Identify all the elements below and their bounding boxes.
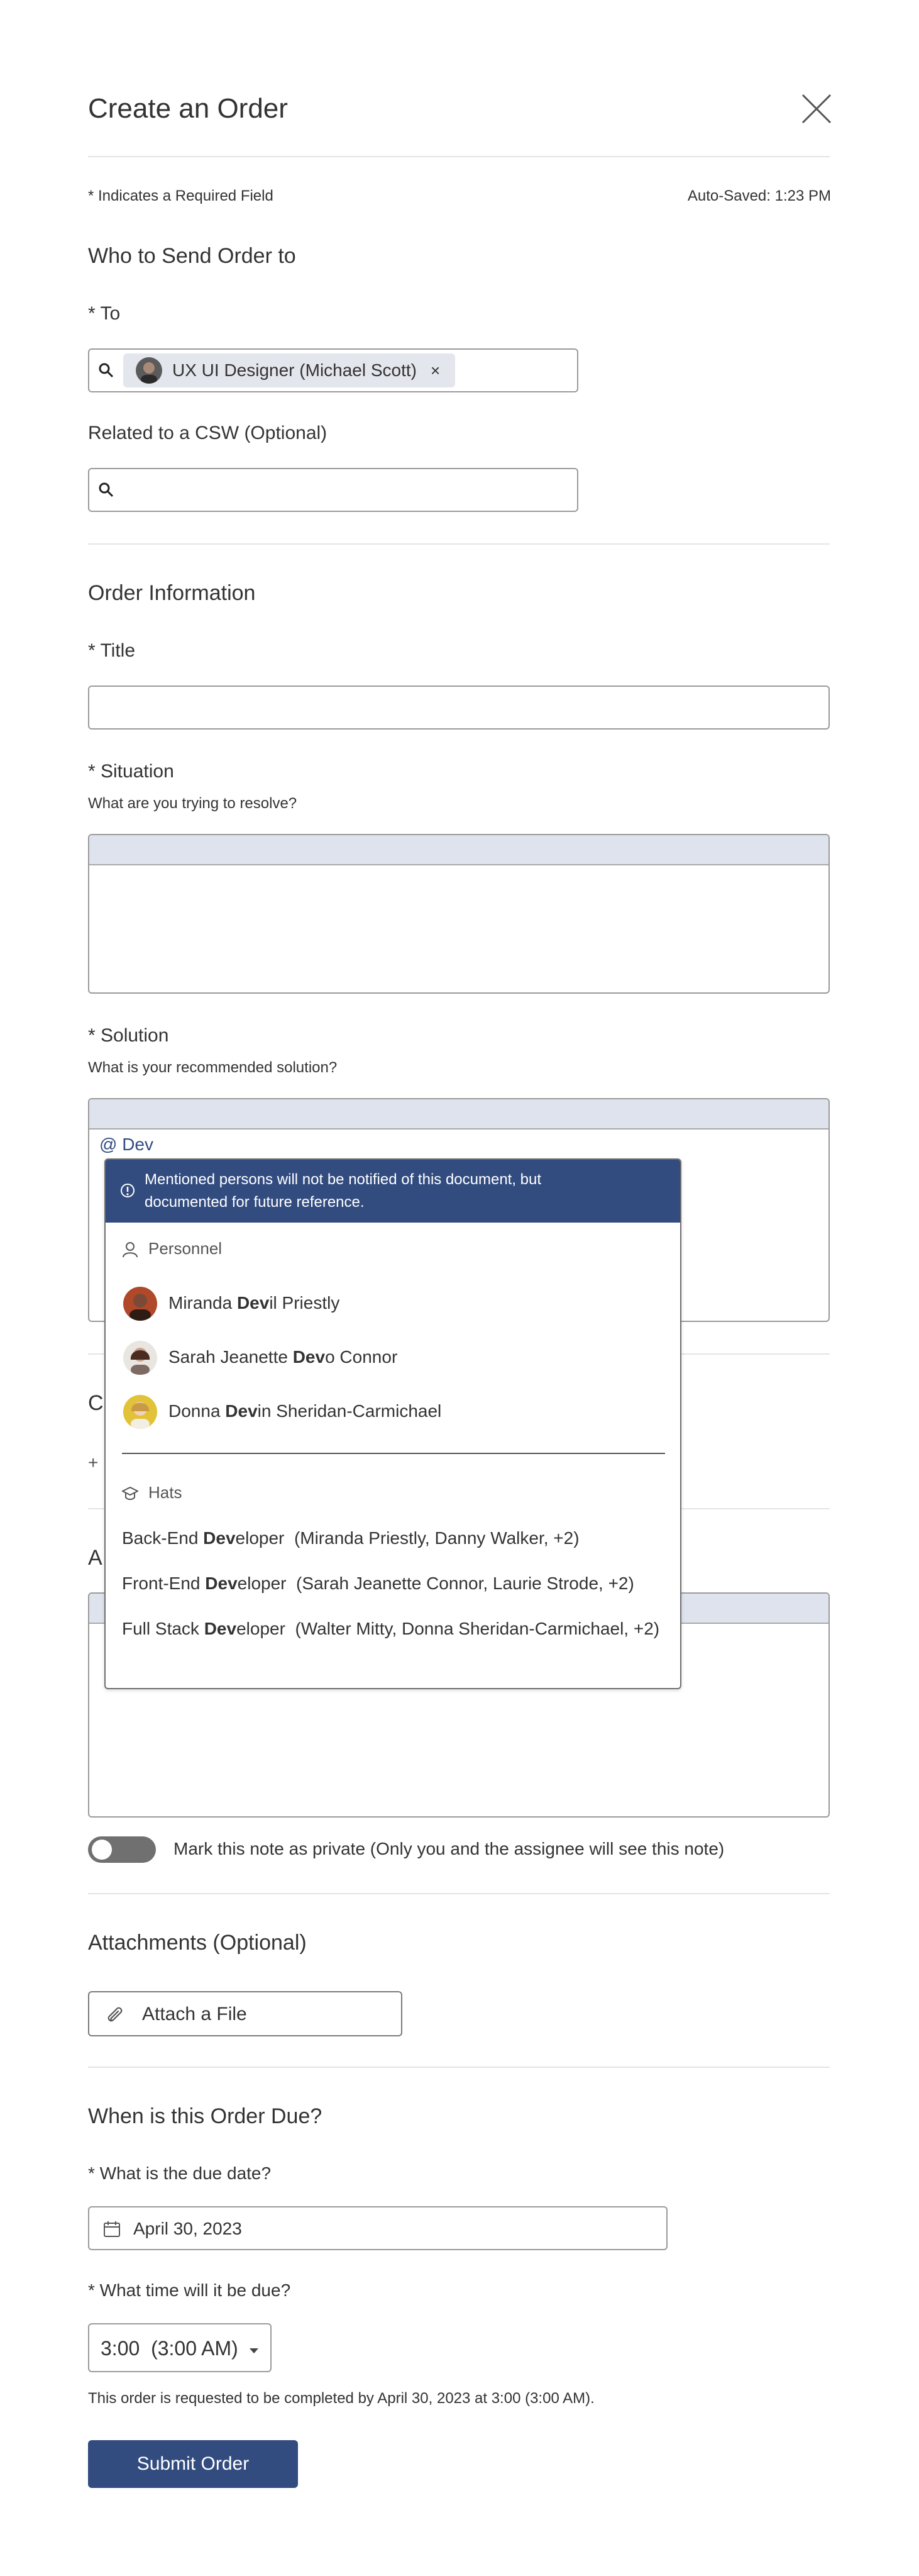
- mention-option-hat[interactable]: Full Stack Developer (Walter Mitty, Donna Sheridan-Carmichael, +2): [122, 1619, 660, 1638]
- section-heading-order-info: Order Information: [88, 581, 256, 605]
- required-field-note: * Indicates a Required Field: [88, 187, 273, 204]
- page-title: Create an Order: [88, 93, 288, 124]
- recipient-chip: [123, 353, 455, 387]
- title-label: * Title: [88, 640, 136, 661]
- chevron-down-icon: [249, 2346, 259, 2357]
- situation-label: * Situation: [88, 761, 174, 782]
- situation-help: What are you trying to resolve?: [88, 795, 297, 812]
- hats-heading: Hats: [148, 1483, 182, 1502]
- info-icon: [119, 1182, 136, 1202]
- recipient-chip-label: UX UI Designer (Michael Scott): [172, 360, 417, 380]
- to-input[interactable]: [88, 348, 578, 392]
- mention-notice-text: Mentioned persons will not be notified of this document, but documented for future reference.: [145, 1171, 542, 1211]
- person-name: Miranda Devil Priestly: [168, 1293, 340, 1313]
- divider: [88, 156, 830, 157]
- divider: [88, 2067, 830, 2068]
- avatar: [123, 1341, 157, 1375]
- solution-label: * Solution: [88, 1025, 169, 1046]
- mention-text: @ Dev: [99, 1135, 153, 1154]
- graduation-cap-icon: [122, 1485, 138, 1505]
- editor-toolbar: [89, 1099, 828, 1130]
- mention-option-hat[interactable]: Back-End Developer (Miranda Priestly, Danny Walker, +2): [122, 1528, 580, 1548]
- attach-file-label: Attach a File: [142, 2004, 247, 2024]
- section-heading-recipients: Who to Send Order to: [88, 244, 296, 268]
- divider: [88, 1893, 830, 1894]
- title-input[interactable]: [88, 686, 830, 730]
- person-name: Sarah Jeanette Devo Connor: [168, 1347, 398, 1367]
- divider: [88, 543, 830, 545]
- toggle-knob: [92, 1840, 112, 1860]
- to-label: * To: [88, 303, 121, 324]
- close-icon[interactable]: [801, 93, 832, 125]
- due-date-value: April 30, 2023: [133, 2219, 242, 2238]
- mention-notice-banner: [106, 1160, 680, 1223]
- mention-option-person[interactable]: [118, 1391, 659, 1433]
- avatar: [123, 1395, 157, 1429]
- search-icon: [98, 482, 114, 501]
- due-summary: This order is requested to be completed by April 30, 2023 at 3:00 (3:00 AM).: [88, 2390, 595, 2407]
- person-icon: [122, 1241, 138, 1261]
- situation-editor[interactable]: [88, 834, 830, 994]
- personnel-heading: Personnel: [148, 1239, 223, 1258]
- avatar: [123, 1287, 157, 1321]
- mention-option-hat[interactable]: Front-End Developer (Sarah Jeanette Connor, Laurie Strode, +2): [122, 1574, 634, 1593]
- add-link[interactable]: +: [88, 1453, 99, 1472]
- person-name: Donna Devin Sheridan-Carmichael: [168, 1401, 442, 1421]
- related-csw-label: Related to a CSW (Optional): [88, 423, 327, 443]
- submit-order-button[interactable]: Submit Order: [88, 2440, 298, 2488]
- hidden-section-heading: C: [88, 1391, 104, 1415]
- paperclip-icon: [104, 2005, 124, 2028]
- related-csw-input[interactable]: [88, 468, 578, 512]
- section-heading-attachments: Attachments (Optional): [88, 1931, 307, 1955]
- section-heading-due: When is this Order Due?: [88, 2104, 322, 2128]
- due-time-label: * What time will it be due?: [88, 2280, 291, 2300]
- editor-toolbar: [89, 835, 828, 865]
- attach-file-button[interactable]: [88, 1991, 402, 2036]
- due-date-label: * What is the due date?: [88, 2163, 272, 2183]
- mention-option-person[interactable]: [118, 1283, 659, 1324]
- private-note-toggle[interactable]: [88, 1836, 156, 1863]
- avatar: [136, 357, 162, 384]
- divider: [122, 1453, 665, 1454]
- mention-popup: [104, 1158, 681, 1689]
- search-icon: [98, 362, 114, 382]
- hidden-section-heading: A: [88, 1546, 102, 1570]
- mention-option-person[interactable]: [118, 1337, 659, 1379]
- due-date-input[interactable]: [88, 2206, 668, 2250]
- due-time-value: 3:00 (3:00 AM): [101, 2337, 238, 2360]
- private-note-label: Mark this note as private (Only you and the assignee will see this note): [173, 1839, 725, 1858]
- solution-help: What is your recommended solution?: [88, 1059, 338, 1076]
- chip-remove-icon[interactable]: ×: [431, 360, 441, 380]
- calendar-icon: [103, 2220, 121, 2241]
- due-time-select[interactable]: [88, 2323, 272, 2372]
- autosave-status: Auto-Saved: 1:23 PM: [687, 187, 831, 204]
